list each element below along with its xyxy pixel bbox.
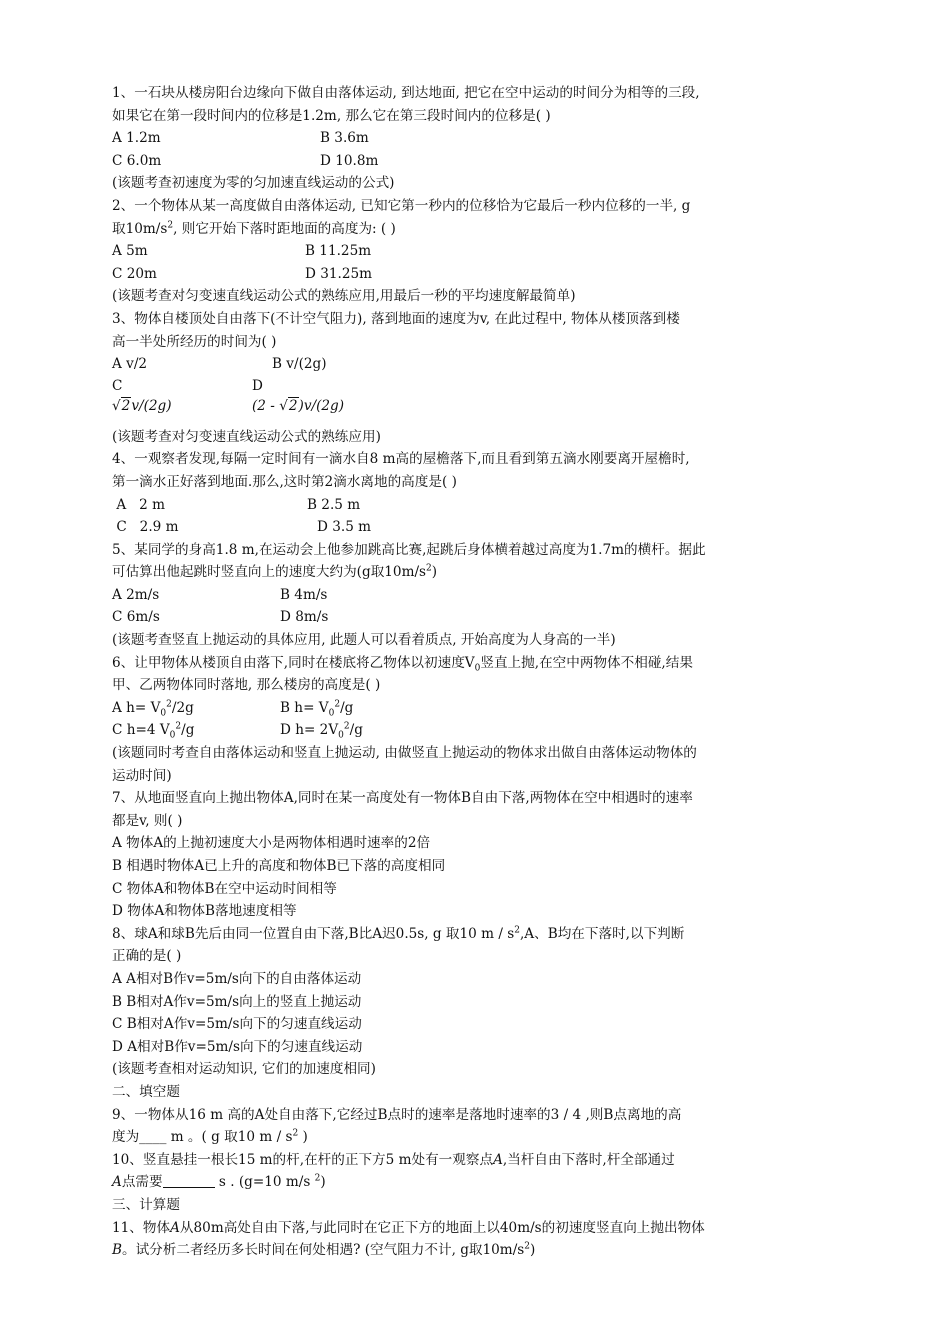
q2-line1: 2、一个物体从某一高度做自由落体运动, 已知它第一秒内的位移恰为它最后一秒内位移的一半, g bbox=[112, 197, 691, 214]
q2-note: (该题考查对匀变速直线运动公式的熟练应用,用最后一秒的平均速度解最简单) bbox=[112, 288, 576, 305]
q6-a-pre: A h= V bbox=[112, 699, 161, 716]
q10-line1 bbox=[112, 1149, 842, 1172]
q11-line1 bbox=[112, 1217, 842, 1240]
q6-options-cd bbox=[112, 719, 842, 742]
q7-line1: 7、从地面竖直向上抛出物体A,同时在某一高度处有一物体B自由下落,两物体在空中相遇时的速率 bbox=[112, 790, 693, 807]
q4-line1: 4、一观察者发现,每隔一定时间有一滴水自8 m高的屋檐落下,而且看到第五滴水刚要离开屋檐时, bbox=[112, 451, 690, 468]
q3-option-d bbox=[252, 376, 344, 416]
section-calculation-title: 三、计算题 bbox=[112, 1196, 180, 1213]
q10-line2-unit: s . (g=10 m/s bbox=[214, 1174, 315, 1191]
q3-options-cd bbox=[112, 376, 842, 422]
q10-line1-point: A bbox=[493, 1151, 503, 1168]
q6-c-sup: 2 bbox=[175, 721, 182, 732]
q5-line2 bbox=[112, 561, 842, 584]
q10-line2-end: ) bbox=[320, 1174, 326, 1191]
q10-line2-text: 点需要 bbox=[121, 1174, 163, 1191]
q6-option-c bbox=[112, 719, 280, 742]
q2-option-c: C 20m bbox=[112, 265, 157, 282]
q6-line1-text: 6、让甲物体从楼顶自由落下,同时在楼底将乙物体以初速度V bbox=[112, 654, 475, 671]
q10-line1-text: 10、竖直悬挂一根长15 m的杆,在杆的正下方5 m处有一观察点 bbox=[112, 1151, 494, 1168]
q11-line2-end: ) bbox=[529, 1242, 536, 1259]
q9-line1: 9、一物体从16 m 高的A处自由落下,它经过B点时的速率是落地时速率的3 / 4 ,则B点离地的高 bbox=[112, 1106, 682, 1123]
q3-line2: 高一半处所经历的时间为( ) bbox=[112, 333, 277, 350]
q6-option-b bbox=[280, 697, 353, 720]
q6-options-ab bbox=[112, 697, 842, 720]
q8-option-d: D A相对B作v=5m/s向下的匀速直线运动 bbox=[112, 1038, 363, 1055]
q10-answer-blank[interactable] bbox=[163, 1173, 215, 1188]
q11-line2-object: B bbox=[112, 1242, 122, 1259]
q5-option-d: D 8m/s bbox=[280, 609, 329, 626]
q3-option-c-expr: √2v/(2g) bbox=[112, 397, 172, 414]
q3-option-c-label: C bbox=[112, 377, 123, 394]
q6-d-pre: D h= 2V bbox=[280, 722, 339, 739]
q2-line2-text: 取10m/s bbox=[112, 220, 168, 237]
q1-option-a: A 1.2m bbox=[112, 130, 161, 147]
q8-option-b: B B相对A作v=5m/s向上的竖直上抛运动 bbox=[112, 993, 362, 1010]
q11-line1-object: A bbox=[170, 1219, 180, 1236]
q6-b-sup: 2 bbox=[334, 699, 341, 710]
q6-b-pre: B h= V bbox=[280, 699, 329, 716]
q6-a-post: /2g bbox=[171, 699, 194, 716]
q7-line2: 都是v, 则( ) bbox=[112, 812, 183, 829]
q8-line1-text-end: ,A、B均在下落时,以下判断 bbox=[519, 925, 685, 942]
q5-line1: 5、某同学的身高1.8 m,在运动会上他参加跳高比赛,起跳后身体横着越过高度为1.7m的横杆。据此 bbox=[112, 541, 706, 558]
q9-line2 bbox=[112, 1126, 842, 1149]
q11-line2 bbox=[112, 1239, 842, 1262]
q6-c-post: /g bbox=[181, 722, 195, 739]
q5-line2-sup: 2 bbox=[426, 563, 432, 574]
q2-options-cd bbox=[112, 263, 842, 286]
q1-note: (该题考查初速度为零的匀加速直线运动的公式) bbox=[112, 175, 395, 192]
q6-note-line1: (该题同时考查自由落体运动和竖直上抛运动, 由做竖直上抛运动的物体求出做自由落体运动物体的 bbox=[112, 745, 697, 762]
q2-option-b: B 11.25m bbox=[305, 243, 372, 260]
document-page bbox=[112, 82, 842, 1262]
q6-d-sup: 2 bbox=[343, 721, 350, 732]
q8-line1 bbox=[112, 923, 842, 946]
q6-option-d bbox=[280, 719, 363, 742]
q3-option-a: A v/2 bbox=[112, 356, 148, 373]
q9-line2-sup: 2 bbox=[292, 1128, 299, 1139]
q5-options-ab bbox=[112, 584, 842, 607]
q1-option-c: C 6.0m bbox=[112, 152, 162, 169]
q11-line2-sup: 2 bbox=[524, 1241, 530, 1252]
q7-option-c: C 物体A和物体B在空中运动时间相等 bbox=[112, 880, 337, 897]
q6-c-sub: 0 bbox=[169, 731, 176, 742]
q11-line1-text-end: 从80m高处自由下落,与此同时在它正下方的地面上以40m/s的初速度竖直向上抛出物体 bbox=[179, 1219, 705, 1236]
q4-option-d: D 3.5 m bbox=[317, 519, 372, 536]
q6-c-pre: C h=4 V bbox=[112, 722, 170, 739]
q4-option-a: A 2 m bbox=[112, 496, 165, 513]
q3-option-b: B v/(2g) bbox=[272, 356, 327, 373]
q8-line2: 正确的是( ) bbox=[112, 948, 182, 965]
q6-line2: 甲、乙两物体同时落地, 那么楼房的高度是( ) bbox=[112, 677, 381, 694]
q6-d-post: /g bbox=[349, 722, 363, 739]
q3-option-d-expr: (2 - √2)v/(2g) bbox=[252, 397, 345, 414]
q11-line2-text: 。试分析二者经历多长时间在何处相遇? (空气阻力不计, g取10m/s bbox=[122, 1242, 525, 1259]
q2-line2-sup: 2 bbox=[167, 220, 174, 231]
q3-line1: 3、物体自楼顶处自由落下(不计空气阻力), 落到地面的速度为v, 在此过程中, 物体从楼顶落到楼 bbox=[112, 310, 680, 327]
q4-option-b: B 2.5 m bbox=[307, 496, 361, 513]
q1-line2: 如果它在第一段时间内的位移是1.2m, 那么它在第三段时间内的位移是( ) bbox=[112, 107, 551, 124]
q6-line1-text-end: 竖直上抛,在空中两物体不相碰,结果 bbox=[480, 654, 693, 671]
q4-options-cd bbox=[112, 516, 842, 539]
q2-options-ab bbox=[112, 240, 842, 263]
q9-line2-text-end: ) bbox=[298, 1129, 308, 1146]
q3-note: (该题考查对匀变速直线运动公式的熟练应用) bbox=[112, 428, 381, 445]
q10-line1-text-end: ,当杆自由下落时,杆全部通过 bbox=[502, 1151, 675, 1168]
q2-line2-text-end: , 则它开始下落时距地面的高度为: ( ) bbox=[173, 220, 396, 237]
q2-option-a: A 5m bbox=[112, 243, 148, 260]
q5-line2-text: 可估算出他起跳时竖直向上的速度大约为(g取10m/s bbox=[112, 564, 427, 581]
q4-option-c: C 2.9 m bbox=[112, 519, 179, 536]
q10-line2 bbox=[112, 1171, 842, 1194]
q10-line2-sup: 2 bbox=[314, 1173, 321, 1184]
q6-b-sub: 0 bbox=[328, 708, 335, 719]
q5-option-a: A 2m/s bbox=[112, 586, 160, 603]
q6-option-a bbox=[112, 697, 280, 720]
q5-options-cd bbox=[112, 606, 842, 629]
q5-option-b: B 4m/s bbox=[280, 586, 328, 603]
q4-line2: 第一滴水正好落到地面.那么,这时第2滴水离地的高度是( ) bbox=[112, 473, 457, 490]
q5-option-c: C 6m/s bbox=[112, 609, 160, 626]
q5-line2-text-end: ) bbox=[431, 564, 438, 581]
q1-option-b: B 3.6m bbox=[320, 130, 369, 147]
q11-line1-text: 11、物体 bbox=[112, 1219, 171, 1236]
q8-option-c: C B相对A作v=5m/s向下的匀速直线运动 bbox=[112, 1016, 362, 1033]
q3-option-c bbox=[112, 376, 252, 416]
q6-b-post: /g bbox=[340, 699, 354, 716]
q6-line1 bbox=[112, 652, 842, 675]
q6-note-line2: 运动时间) bbox=[112, 767, 172, 784]
q1-options-cd bbox=[112, 150, 842, 173]
q7-option-a: A 物体A的上抛初速度大小是两物体相遇时速率的2倍 bbox=[112, 835, 431, 852]
q5-note: (该题考查竖直上抛运动的具体应用, 此题人可以看着质点, 开始高度为人身高的一半) bbox=[112, 632, 616, 649]
q7-option-b: B 相遇时物体A已上升的高度和物体B已下落的高度相同 bbox=[112, 858, 446, 874]
section-fill-blank-title: 二、填空题 bbox=[112, 1083, 180, 1100]
q7-option-d: D 物体A和物体B落地速度相等 bbox=[112, 903, 297, 920]
q8-line1-sup: 2 bbox=[514, 925, 520, 936]
q4-options-ab bbox=[112, 494, 842, 517]
q3-options-ab bbox=[112, 353, 842, 376]
q8-option-a: A A相对B作v=5m/s向下的自由落体运动 bbox=[112, 970, 362, 987]
q6-line1-sub: 0 bbox=[474, 663, 481, 674]
q6-a-sub: 0 bbox=[160, 708, 167, 719]
q1-line1: 1、一石块从楼房阳台边缘向下做自由落体运动, 到达地面, 把它在空中运动的时间分为相等的三段, bbox=[112, 85, 700, 101]
q1-option-d: D 10.8m bbox=[320, 152, 379, 169]
q6-d-sub: 0 bbox=[338, 731, 344, 742]
q1-options-ab bbox=[112, 127, 842, 150]
q8-line1-text: 8、球A和球B先后由同一位置自由下落,B比A迟0.5s, g 取10 m / s bbox=[112, 925, 515, 942]
q3-option-d-label: D bbox=[252, 377, 263, 394]
q9-line2-text: 度为____ m 。( g 取10 m / s bbox=[112, 1129, 293, 1146]
q10-line2-point: A bbox=[112, 1174, 122, 1191]
q2-option-d: D 31.25m bbox=[305, 265, 373, 282]
q8-note: (该题考查相对运动知识, 它们的加速度相同) bbox=[112, 1061, 376, 1078]
q2-line2 bbox=[112, 218, 842, 241]
q6-a-sup: 2 bbox=[166, 699, 172, 710]
